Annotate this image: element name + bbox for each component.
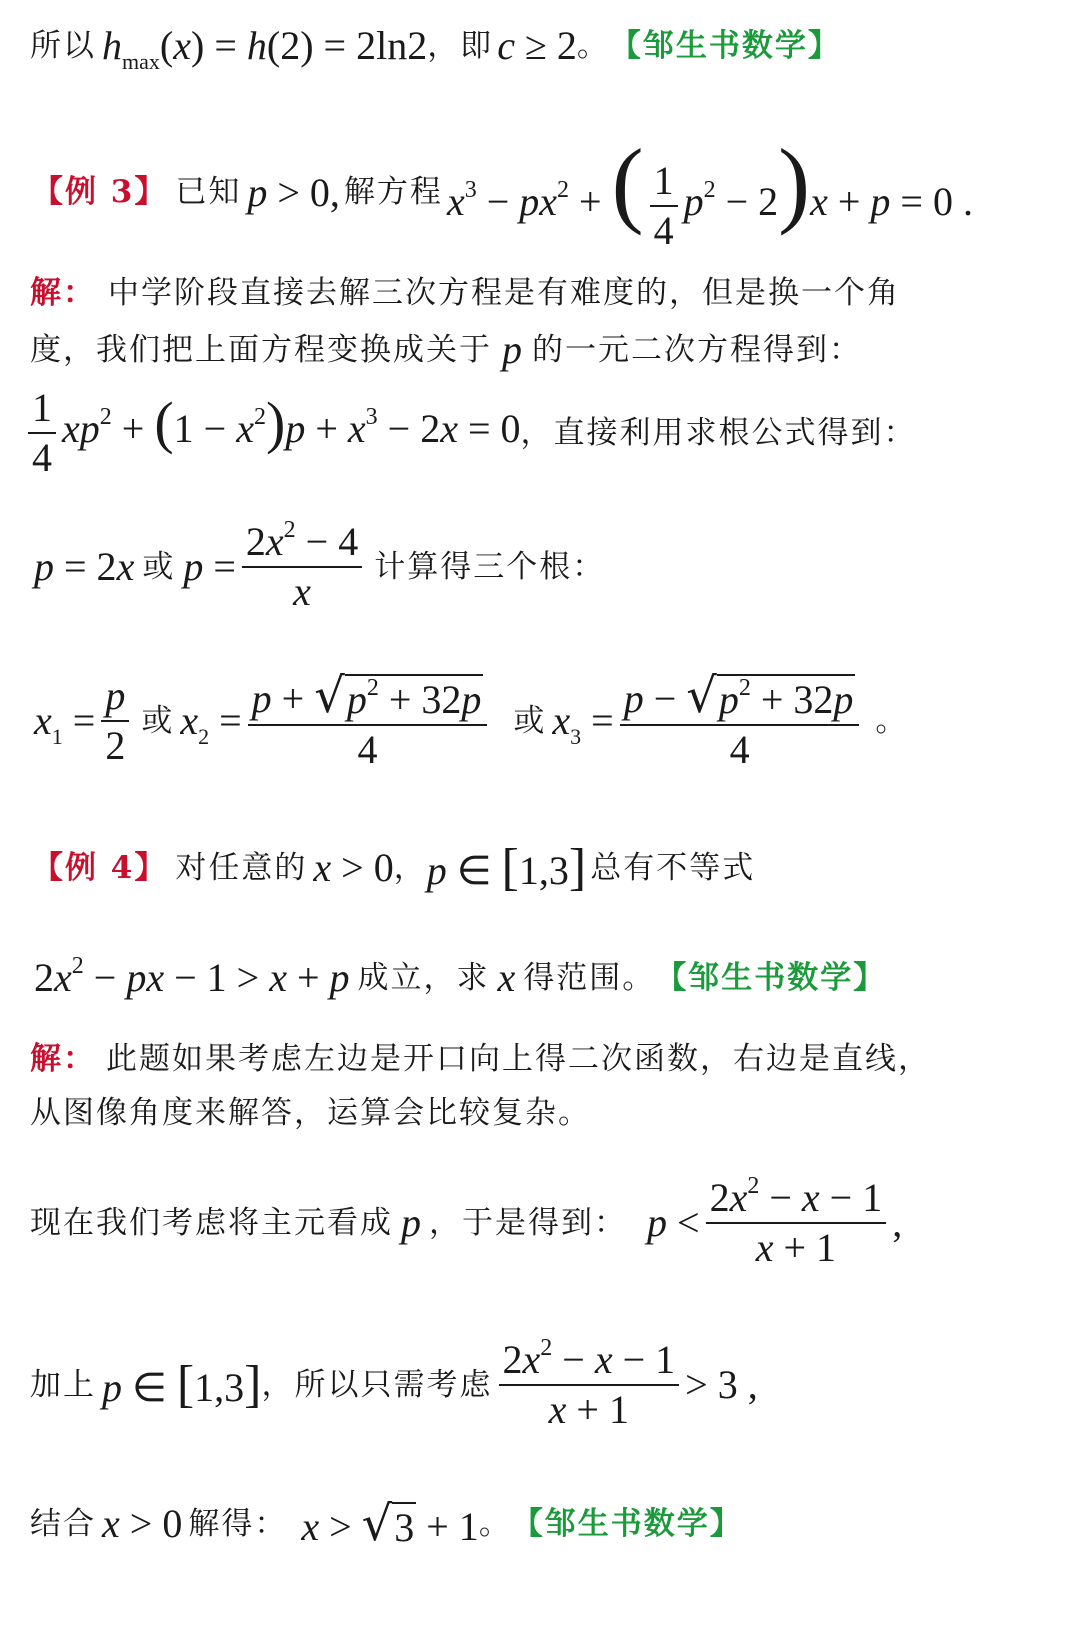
brand-tag: 【邹生书数学】	[609, 27, 841, 64]
solution-3-line-2: 度，我们把上面方程变换成关于 p 的一元二次方程得到：	[30, 327, 862, 372]
formula-hmax: $h_{max}(x) = h(2) = 2\ln 2$	[102, 23, 428, 74]
example-3-tag: 【例 3】	[32, 174, 168, 211]
line-final-answer: 结合 x > 0 解得： x > √ 3 + 1 。 【邹生书数学】	[30, 1496, 743, 1552]
line-main-variable: 现在我们考虑将主元看成 p ，于是得到： p < $\frac{2x^2 - x - 1}{x + 1}$ ,	[30, 1173, 903, 1270]
equation-cubic: $x^3 - px^2$ + ( $\frac{1}{4}$ $p^2 - 2)x + p = 0$ .	[446, 129, 973, 253]
line-hmax: 所以 $h_{max}(x) = h(2) = 2\ln 2$ ，即 c ≥ 2 。 【邹生书数学】	[30, 23, 841, 74]
example-4-tag: 【例 4】	[32, 849, 168, 886]
formula-answer: x > √ 3 + 1	[301, 1496, 479, 1552]
formula-c-ge-2: c ≥ 2	[497, 23, 577, 68]
equation-quadratic-in-p: $\frac{1}{4}$ $xp^2 + (1 - x^2)p + x^3 - 2x = 0$ ，直接利用求根公式得到：	[28, 388, 917, 478]
equation-three-roots: $x_1$ = $\frac{p}{2}$ 或 $x_2$ = p + √ $p^2 + 32p$ 4 或 $x_3$ = p − √ $p^2 + 32p$ 4 。	[34, 668, 909, 772]
example-4-statement: 【例 4】 对任意的 x > 0 ， p ∈ [1,3] 总有不等式	[32, 839, 756, 896]
text-so: 所以	[30, 27, 96, 64]
solution-4-line-1: 解： 此题如果考虑左边是开口向上得二次函数，右边是直线，	[30, 1041, 931, 1077]
solution-label: 解：	[30, 275, 96, 311]
solution-4-line-2: 从图像角度来解答，运算会比较复杂。	[30, 1095, 591, 1131]
example-3-statement: 【例 3】 已知 p > 0, 解方程 $x^3 - px^2$ + ( $\frac{1}{4}$ $p^2 - 2)x + p = 0$ .	[32, 129, 973, 253]
example-4-inequality: $2x^2$ − px − 1 > x + p 成立，求 x 得范围。 【邹生书数学】	[34, 953, 887, 1000]
fraction-x3: p − √ $p^2 + 32p$ 4	[620, 672, 860, 770]
equation-p-solutions: p = 2x 或 p = $\frac{2x^2 - 4}{x}$ 计算得三个根：	[34, 517, 606, 614]
line-add-range: 加上 p ∈ [1,3] ，所以只需考虑 $\frac{2x^2 - x - 1}{x + 1}$ > 3 ,	[30, 1335, 758, 1432]
solution-3-line-1: 解： 中学阶段直接去解三次方程是有难度的，但是换一个角	[30, 275, 900, 311]
fraction-x2: p + √ $p^2 + 32p$ 4	[248, 672, 488, 770]
text-ie: ，即	[427, 27, 494, 64]
formula-quadratic: $\frac{1}{4}$ $xp^2 + (1 - x^2)p + x^3 - 2x = 0$	[28, 388, 521, 478]
fraction-p: $\frac{2x^2 - 4}{x}$	[242, 522, 362, 612]
